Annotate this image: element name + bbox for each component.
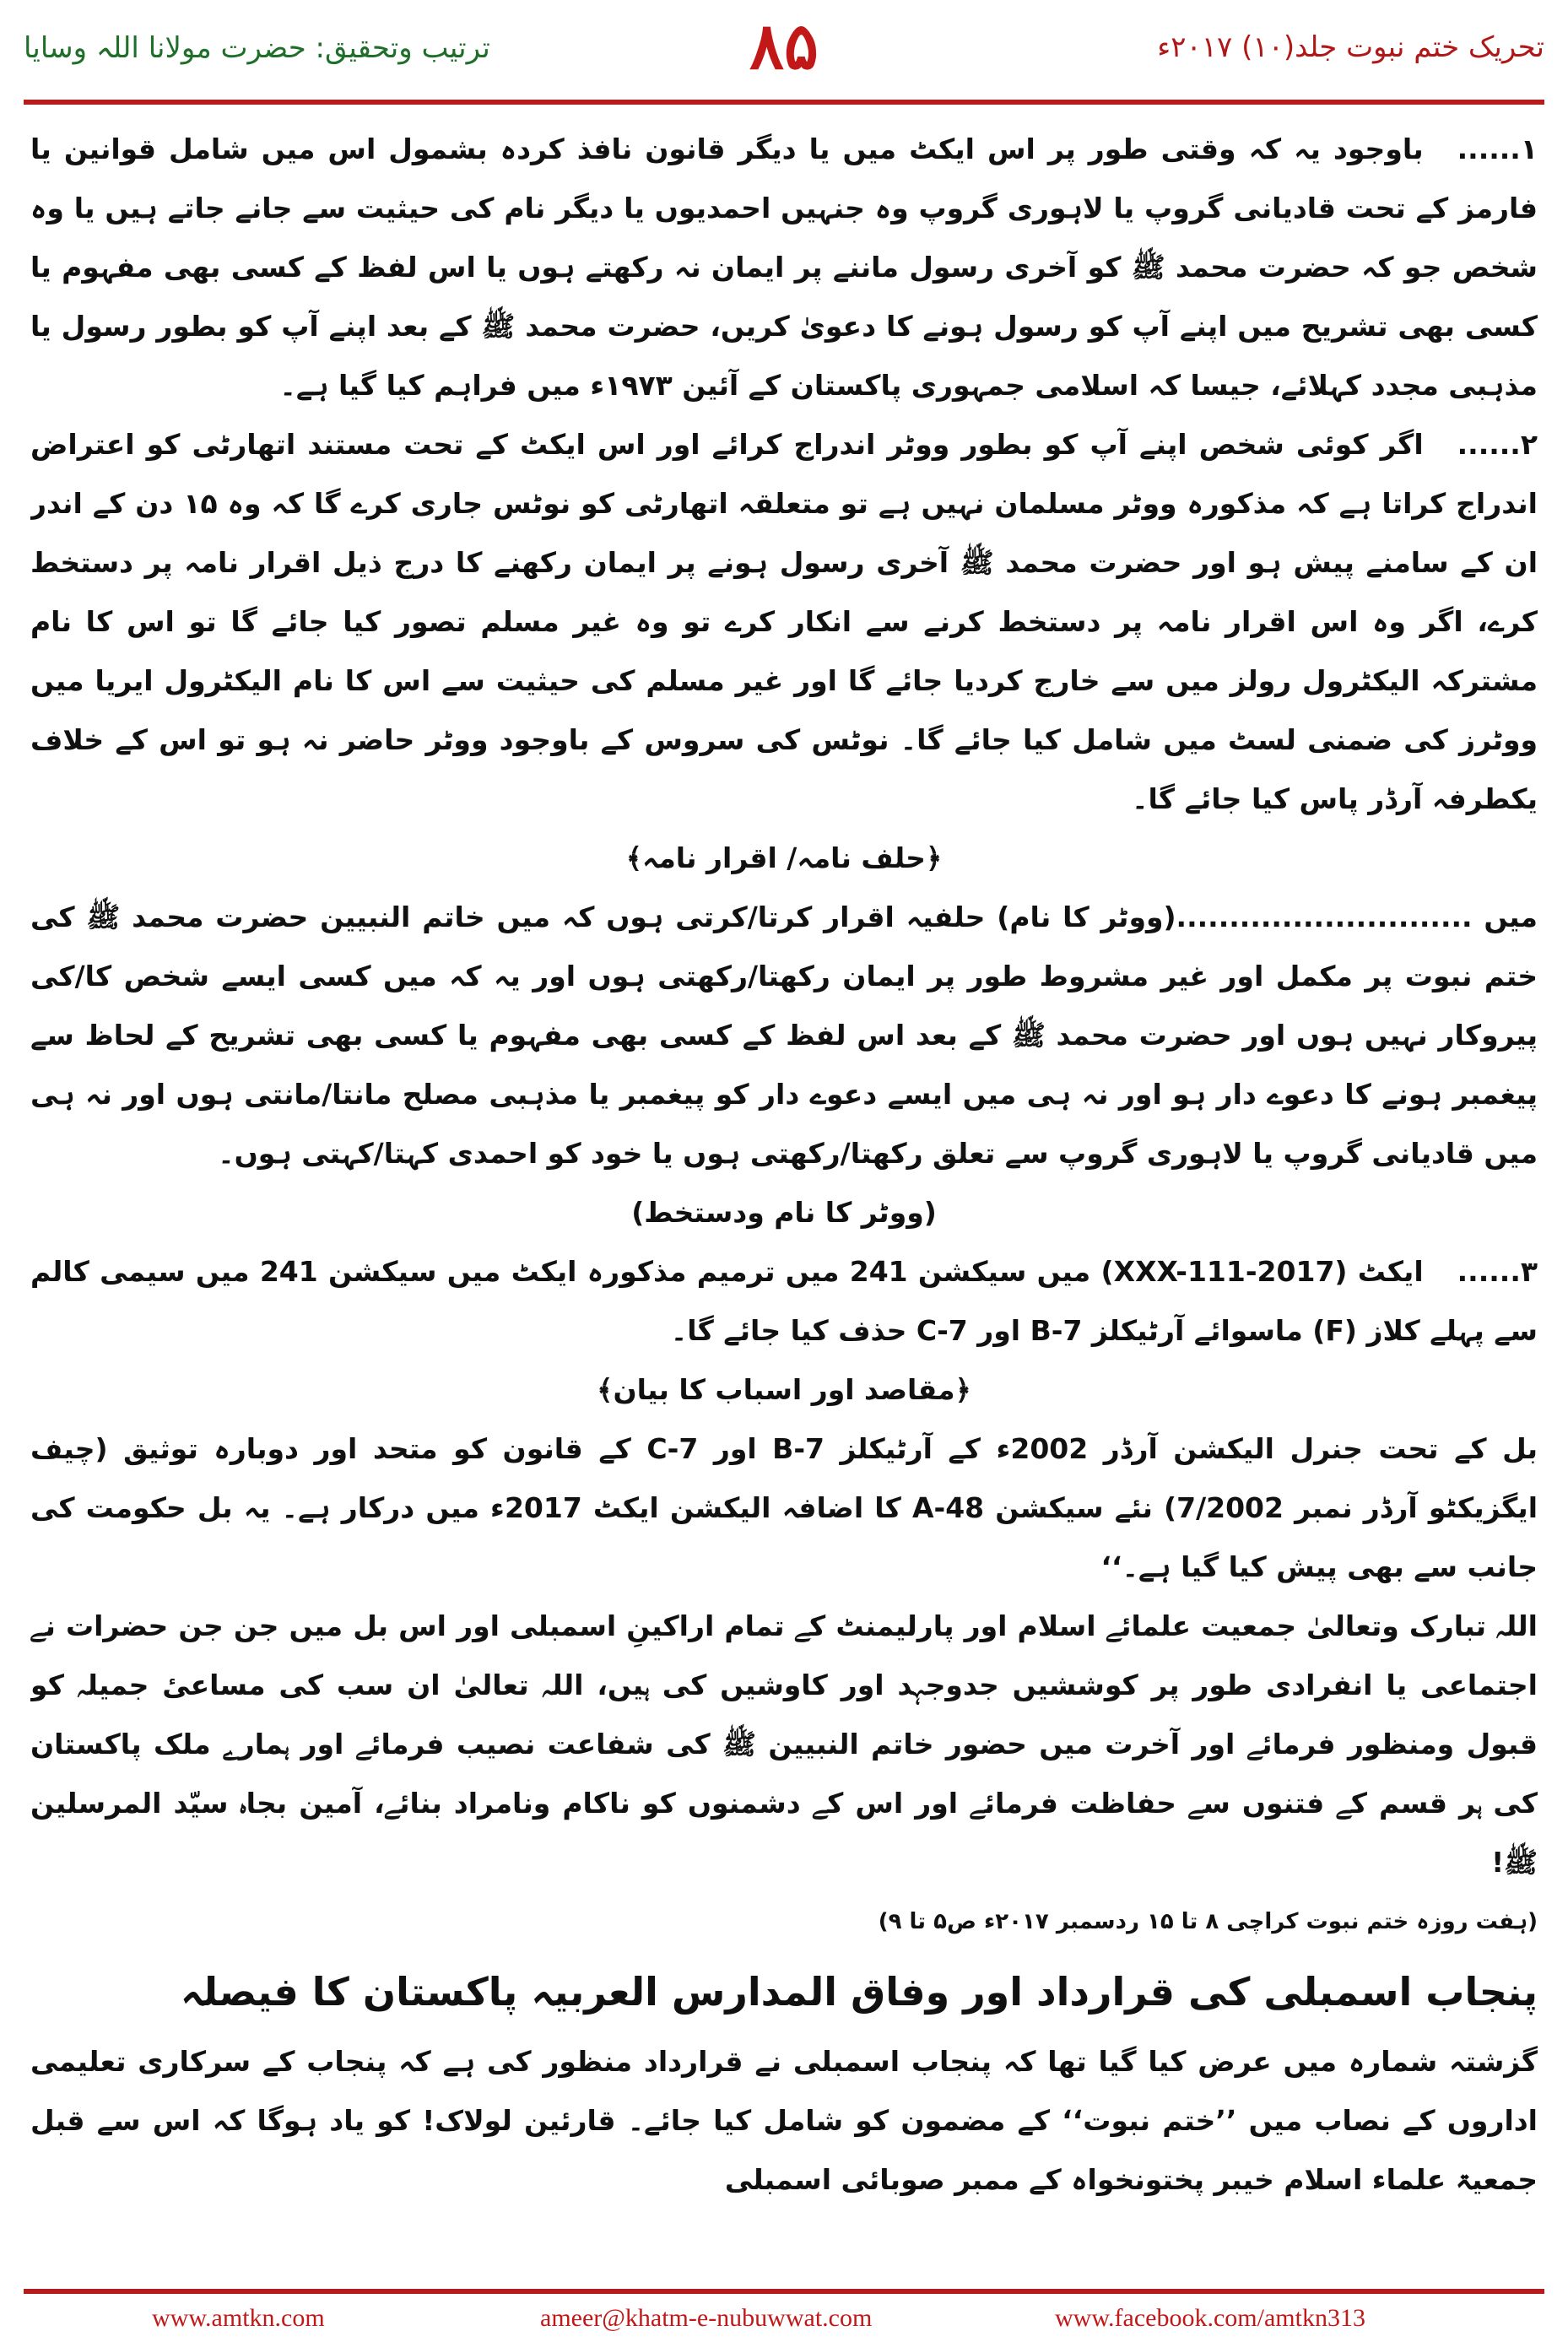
clause-3-text: ایکٹ (XXX-111-2017) میں سیکشن 241 میں ترمیم مذکورہ ایکٹ میں سیکشن 241 میں سیمی کالم سے پہلے کلاز (F) ماسوائے آرٹیکلز 7-B اور 7-C حذف کیا جائے گا۔ [30, 1255, 1538, 1347]
last-paragraph: گزشتہ شمارہ میں عرض کیا گیا تھا کہ پنجاب اسمبلی نے قرارداد منظور کی ہے کہ پنجاب کے سرکاری تعلیمی اداروں کے نصاب میں ’’ختم نبوت‘‘ کے مضمون کو شامل کیا جائے۔ قارئین لولاک! کو یاد ہوگا کہ اس سے قبل جمعیۃ علماء اسلام خیبر پختونخواہ کے ممبر صوبائی اسمبلی [30, 2045, 1538, 2196]
page-body [30, 120, 1538, 2264]
clause-1-number: ۱...... [1457, 133, 1538, 165]
email-link[interactable]: ameer@khatm-e-nubuwwat.com [540, 2304, 873, 2332]
website-link[interactable]: www.amtkn.com [152, 2304, 325, 2332]
header-divider [24, 100, 1544, 105]
citation: (ہفت روزہ ختم نبوت کراچی ۸ تا ۱۵ ردسمبر ۲۰۱۷ء ص۵ تا ۹) [878, 1909, 1538, 1934]
voter-signature-line: (ووٹر کا نام ودستخط) [631, 1196, 937, 1229]
page-footer [0, 2289, 1568, 2342]
clause-3-number: ۳...... [1457, 1255, 1538, 1288]
objects-title: ﴿مقاصد اور اسباب کا بیان﴾ [597, 1373, 971, 1406]
affidavit-title: ﴿حلف نامہ/ اقرار نامہ﴾ [625, 841, 943, 874]
affidavit-text: میں ............................(ووٹر کا نام) حلفیہ اقرار کرتا/کرتی ہوں کہ میں خاتم النبیین حضرت محمد ﷺ کی ختم نبوت پر مکمل اور غیر مشروط طور پر ایمان رکھتا/رکھتی ہوں اور یہ کہ میں کسی ایسے شخص کا/کی پیروکار نہیں ہوں اور حضرت محمد ﷺ کے بعد اس لفظ کے کسی بھی مفہوم یا کسی بھی تشریح کے لحاظ سے پیغمبر ہونے کا دعوے دار ہو اور نہ ہی میں ایسے دعوے دار کو پیغمبر یا مذہبی مصلح مانتا/مانتی ہوں اور نہ ہی میں قادیانی گروپ یا لاہوری گروپ سے تعلق رکھتا/رکھتی ہوں یا خود کو احمدی کہتا/کہتی ہوں۔ [30, 901, 1538, 1170]
facebook-link[interactable]: www.facebook.com/amtkn313 [1055, 2304, 1365, 2332]
compiler-credit: ترتیب وتحقیق: حضرت مولانا اللہ وسایا [24, 31, 490, 65]
clause-3 [30, 1242, 1538, 1360]
footer-divider [24, 2289, 1544, 2294]
clause-1-text: باوجود یہ کہ وقتی طور پر اس ایکٹ میں یا دیگر قانون نافذ کردہ بشمول اس میں شامل قوانین یا فارمز کے تحت قادیانی گروپ یا لاہوری گروپ وہ جنہیں احمدیوں یا دیگر نام کی حیثیت سے جانے جاتے ہیں یا وہ شخص جو کہ حضرت محمد ﷺ کو آخری رسول ماننے پر ایمان نہ رکھتے ہوں یا اس لفظ کے کسی بھی مفہوم یا کسی بھی تشریح میں اپنے آپ کو رسول ہونے کا دعویٰ کریں، حضرت محمد ﷺ کے بعد اپنے آپ کو بطور رسول یا مذہبی مجدد کہلائے، جیسا کہ اسلامی جمہوری پاکستان کے آئین ۱۹۷۳ء میں فراہم کیا گیا ہے۔ [30, 133, 1538, 402]
page-header [0, 0, 1568, 101]
clause-2-number: ۲...... [1457, 428, 1538, 461]
book-title: تحریک ختم نبوت جلد(۱۰) ۲۰۱۷ء [1157, 30, 1544, 64]
section-heading: پنجاب اسمبلی کی قرارداد اور وفاق المدارس العربیہ پاکستان کا فیصلہ [180, 1969, 1538, 2015]
clause-2-text: اگر کوئی شخص اپنے آپ کو بطور ووٹر اندراج کرائے اور اس ایکٹ کے تحت مستند اتھارٹی کو اعتراض اندراج کراتا ہے کہ مذکورہ ووٹر مسلمان نہیں ہے تو متعلقہ اتھارٹی کو نوٹس جاری کرے گا کہ وہ ۱۵ دن کے اندر ان کے سامنے پیش ہو اور حضرت محمد ﷺ آخری رسول ہونے پر ایمان رکھنے کا درج ذیل اقرار نامہ پر دستخط کرے، اگر وہ اس اقرار نامہ پر دستخط کرنے سے انکار کرے تو وہ غیر مسلم تصور کیا جائے گا تو اس کا نام مشترکہ الیکٹرول رولز میں سے خارج کردیا جائے گا اور غیر مسلم کی حیثیت سے اس کا نام الیکٹرول ایریا میں ووٹرز کی ضمنی لسٹ میں شامل کیا جائے گا۔ نوٹس کی سروس کے باوجود ووٹر حاضر نہ ہو تو اس کے خلاف یکطرفہ آرڈر پاس کیا جائے گا۔ [30, 428, 1538, 815]
objects-text: بل کے تحت جنرل الیکشن آرڈر 2002ء کے آرٹیکلز 7-B اور 7-C کے قانون کو متحد اور دوبارہ توثیق (چیف ایگزیکٹو آرڈر نمبر 7/2002) نئے سیکشن 48-A کا اضافہ الیکشن ایکٹ 2017ء میں درکار ہے۔ یہ بل حکومت کی جانب سے بھی پیش کیا گیا ہے۔‘‘ [30, 1432, 1538, 1583]
clause-1 [30, 120, 1538, 415]
citation-row [30, 1892, 1538, 1951]
closing-prayer: اللہ تبارک وتعالیٰ جمعیت علمائے اسلام اور پارلیمنٹ کے تمام اراکینِ اسمبلی اور اس بل میں جن جن حضرات نے اجتماعی یا انفرادی طور پر کوششیں جدوجہد اور کاوشیں کی ہیں، اللہ تعالیٰ ان سب کی مساعیٔ جمیلہ کو قبول ومنظور فرمائے اور آخرت میں حضور خاتم النبیین ﷺ کی شفاعت نصیب فرمائے اور ہمارے ملک پاکستان کی ہر قسم کے فتنوں سے حفاظت فرمائے اور اس کے دشمنوں کو ناکام ونامراد بنائے، آمین بجاہ سیّد المرسلین ﷺ! [30, 1609, 1538, 1879]
page-number: ۸۵ [749, 8, 819, 84]
clause-2 [30, 415, 1538, 829]
